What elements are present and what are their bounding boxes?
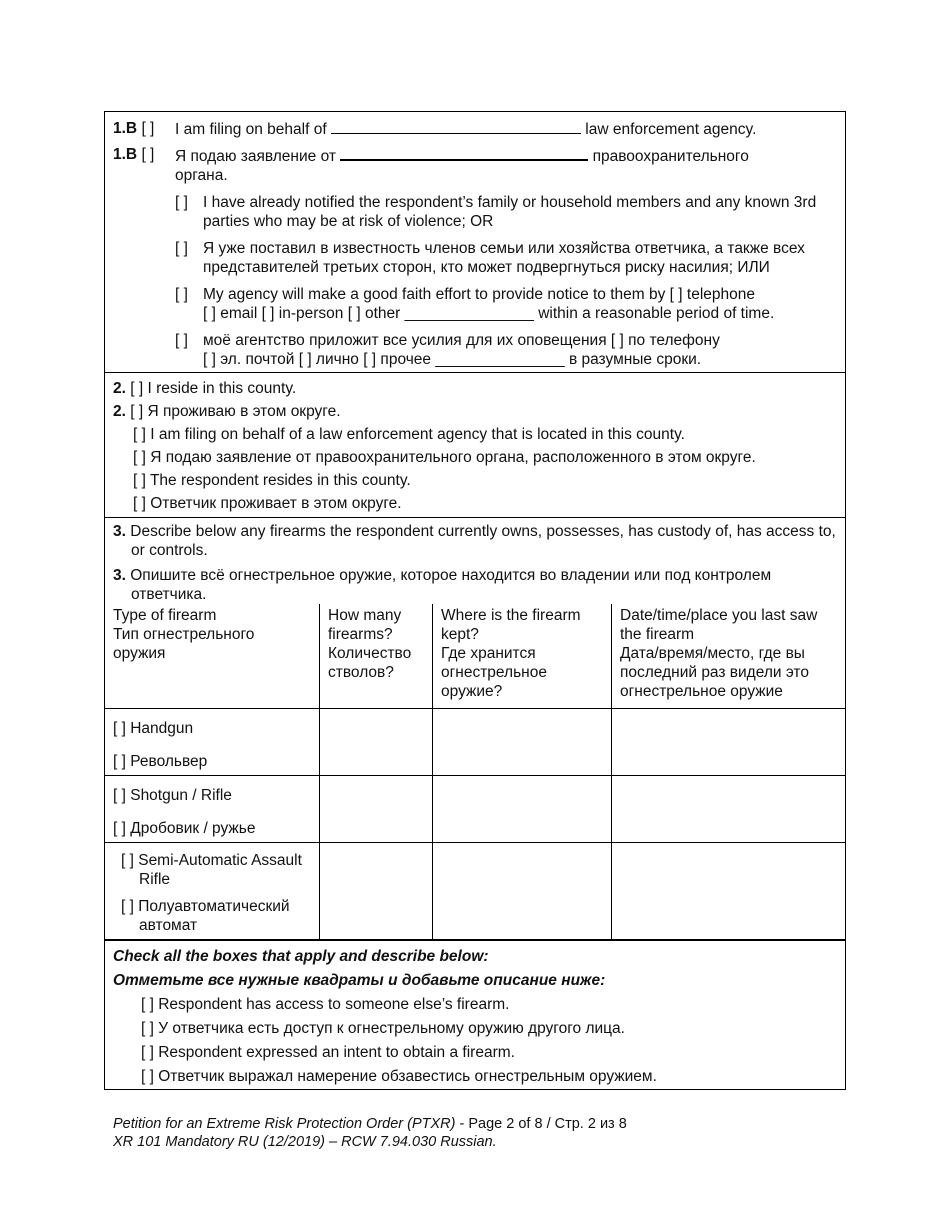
page-footer (113, 1115, 627, 1151)
header-location: Where is the firearm kept? Где хранится огнестрельное оружие? (433, 604, 612, 708)
shotgun-ru[interactable]: [ ] Дробовик / ружье (113, 819, 256, 837)
location-cell[interactable] (433, 708, 612, 775)
firearms-desc-en: Describe below any firearms the respondent currently owns, possesses, has custody of, has access to, or controls. (130, 523, 836, 559)
shotgun-en[interactable]: [ ] Shotgun / Rifle (113, 786, 232, 804)
option-notice-ru-a: моё агентство приложит все усилия для их оповещения [ ] по телефону (203, 332, 720, 349)
check-item-intent-ru[interactable]: [ ] Ответчик выражал намерение обзавестись огнестрельным оружием. (141, 1067, 657, 1085)
table-row (105, 842, 845, 939)
header-type: Type of firearm Тип огнестрельного оружия (105, 604, 320, 708)
check-item-intent-en[interactable]: [ ] Respondent expressed an intent to obtain a firearm. (141, 1043, 515, 1061)
assault-rifle-ru[interactable]: [ ] Полуавтоматический автомат (121, 897, 290, 934)
footer-title: Petition for an Extreme Risk Protection Order (PTXR) (113, 1116, 456, 1132)
last-seen-cell[interactable] (612, 842, 846, 939)
table-row (105, 708, 845, 775)
agency-name-field[interactable] (331, 119, 581, 134)
firearms-desc-ru: Опишите всё огнестрельное оружие, которое находится во владении или под контролем ответчика. (130, 567, 772, 603)
checkbox[interactable]: [ ] (175, 240, 188, 257)
option-notice-ru-b: [ ] эл. почтой [ ] лично [ ] прочее _______________ в разумные сроки. (203, 351, 702, 368)
option-notified-en: I have already notified the respondent’s family or household members and any known 3rd parties who may be at risk of violence; OR (203, 194, 817, 230)
agency-label: I am filing on behalf of (175, 121, 327, 138)
reside-ru[interactable]: [ ] Я проживаю в этом округе. (130, 403, 341, 420)
checkbox[interactable]: [ ] (141, 146, 155, 163)
count-cell[interactable] (320, 708, 433, 775)
option-notice-en-b: [ ] email [ ] in-person [ ] other _______________ within a reasonable period of time. (203, 305, 775, 322)
header-count: How many firearms? Количество стволов? (320, 604, 433, 708)
agency-suffix-ru-cont: органа. (175, 167, 228, 184)
count-cell[interactable] (320, 842, 433, 939)
checkbox[interactable]: [ ] (175, 332, 188, 349)
reside-en[interactable]: [ ] I reside in this county. (130, 380, 297, 397)
last-seen-cell[interactable] (612, 775, 846, 842)
section-2 (105, 373, 845, 518)
last-seen-cell[interactable] (612, 708, 846, 775)
agency-county-ru[interactable]: [ ] Я подаю заявление от правоохранительного органа, расположенного в этом округе. (133, 449, 756, 466)
check-item-access-ru[interactable]: [ ] У ответчика есть доступ к огнестрельному оружию другого лица. (141, 1019, 625, 1037)
checkbox[interactable]: [ ] (175, 194, 188, 211)
section-check (105, 941, 845, 1089)
section-number: 2. (113, 380, 126, 397)
check-title-ru: Отметьте все нужные квадраты и добавьте описание ниже: (113, 971, 606, 989)
count-cell[interactable] (320, 775, 433, 842)
table-row (105, 775, 845, 842)
check-item-access-en[interactable]: [ ] Respondent has access to someone else’s firearm. (141, 995, 510, 1013)
location-cell[interactable] (433, 775, 612, 842)
agency-name-field-ru[interactable] (340, 145, 588, 161)
section-1b (105, 112, 845, 373)
respondent-county-en[interactable]: [ ] The respondent resides in this county. (133, 472, 411, 489)
section-3 (105, 518, 845, 941)
checkbox[interactable]: [ ] (141, 120, 155, 137)
header-last-seen: Date/time/place you last saw the firearm Дата/время/место, где вы последний раз видели это огнестрельное оружие (612, 604, 846, 708)
section-number: 1.B (113, 120, 138, 137)
option-notice-en-a: My agency will make a good faith effort to provide notice to them by [ ] telephone (203, 286, 755, 303)
firearms-table (105, 604, 845, 940)
handgun-en[interactable]: [ ] Handgun (113, 719, 194, 737)
option-notified-ru: Я уже поставил в известность членов семьи или хозяйства ответчика, а также всех представителей третьих сторон, кто может подвергнуться риску насилия; ИЛИ (203, 240, 805, 276)
handgun-ru[interactable]: [ ] Револьвер (113, 752, 208, 770)
assault-rifle-en[interactable]: [ ] Semi-Automatic Assault Rifle (121, 851, 302, 888)
form-box (104, 111, 846, 1090)
agency-county-en[interactable]: [ ] I am filing on behalf of a law enforcement agency that is located in this county. (133, 426, 685, 443)
respondent-county-ru[interactable]: [ ] Ответчик проживает в этом округе. (133, 495, 402, 512)
agency-suffix: law enforcement agency. (585, 121, 757, 138)
section-number: 3. (113, 567, 126, 584)
check-title-en: Check all the boxes that apply and describe below: (113, 947, 489, 965)
section-number: 3. (113, 523, 126, 540)
agency-suffix-ru: правоохранительного (592, 148, 749, 165)
footer-page: - Page 2 of 8 / Стр. 2 из 8 (455, 1116, 627, 1132)
section-number: 2. (113, 403, 126, 420)
checkbox[interactable]: [ ] (175, 286, 188, 303)
location-cell[interactable] (433, 842, 612, 939)
agency-label-ru: Я подаю заявление от (175, 148, 336, 165)
section-number: 1.B (113, 146, 138, 163)
footer-form-id: XR 101 Mandatory RU (12/2019) – RCW 7.94.030 Russian. (113, 1134, 497, 1150)
